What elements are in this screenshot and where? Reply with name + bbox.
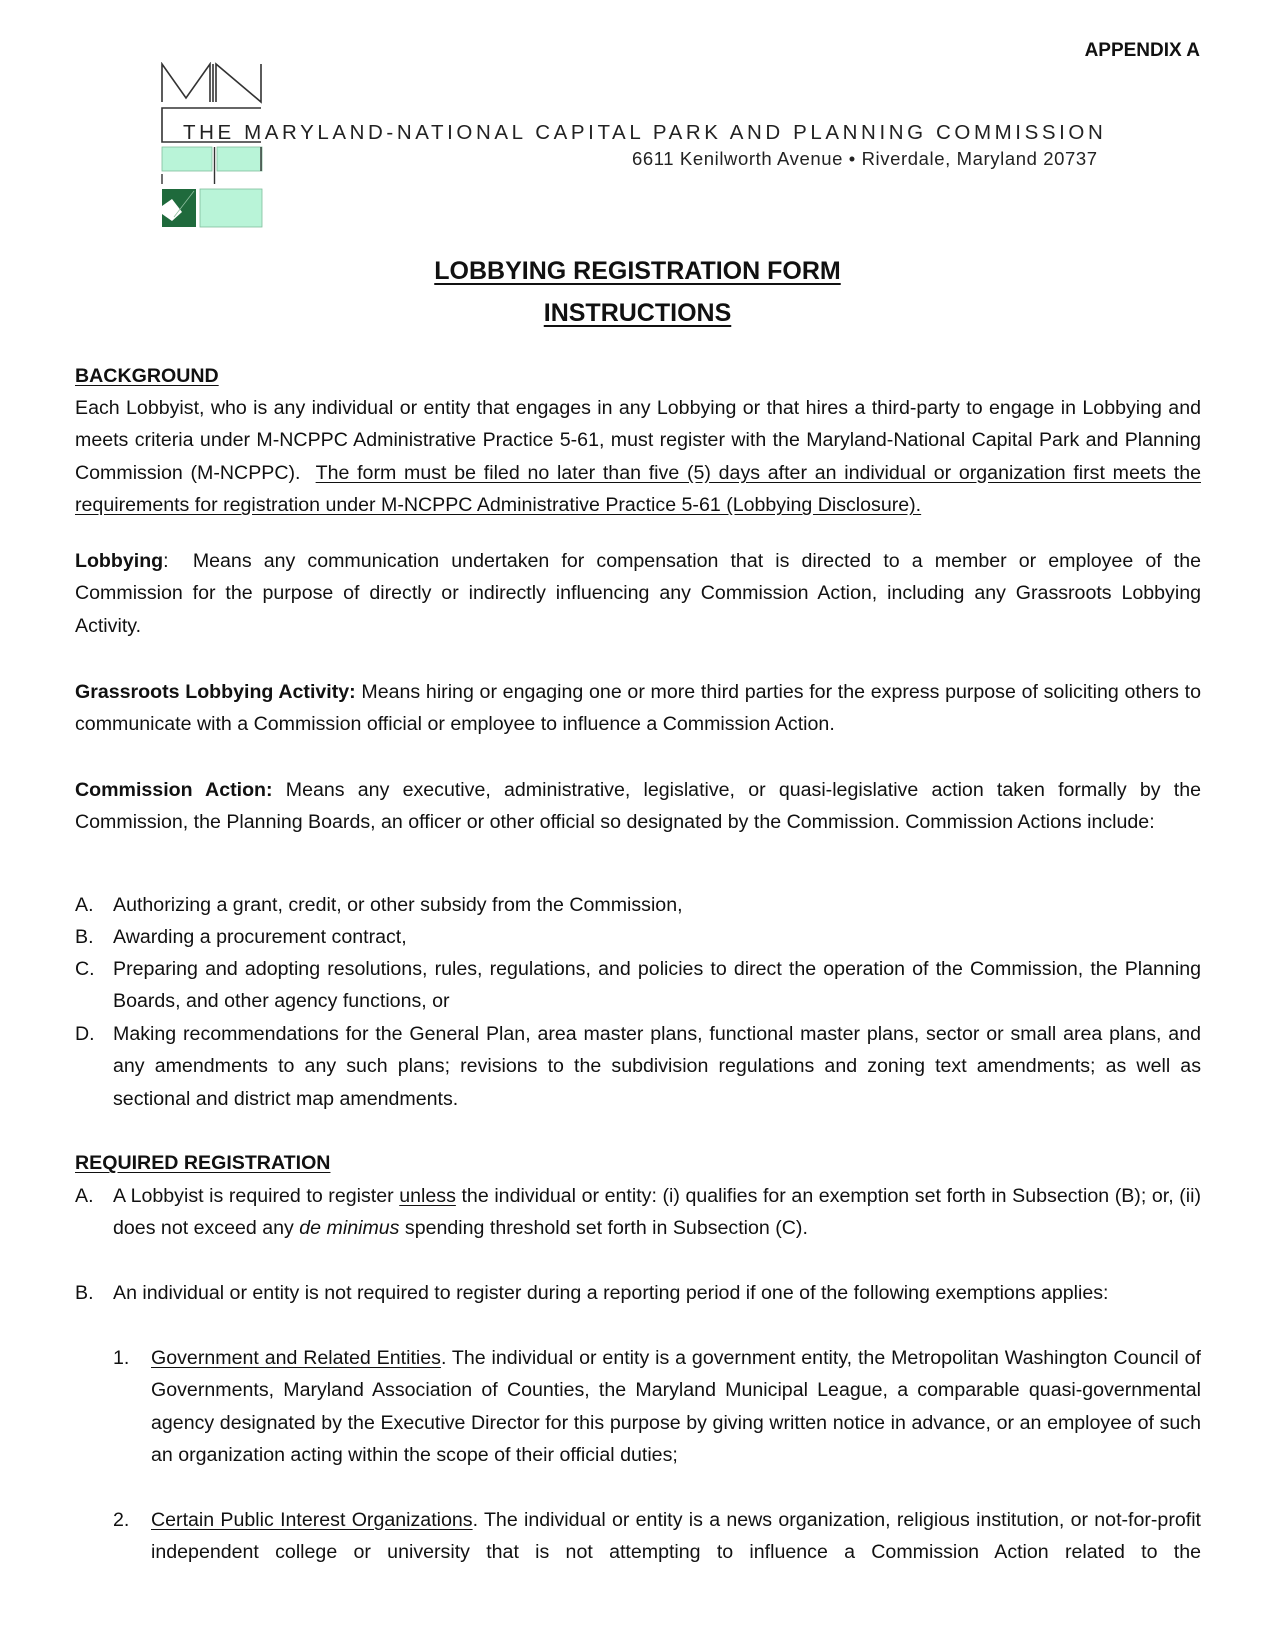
definition-text: Means any communication undertaken for compensation that is directed to a member or employee of the Commission for the purpose of directly or indirectly influencing any Commission Action, including any Grassroots Lobbying Activity.: [75, 550, 1201, 637]
definition-text: Means any executive, administrative, legislative, or quasi-legislative action taken formally by the Commission, the Planning Boards, an officer or other official so designated by the Commission. Commission Actions include:: [75, 779, 1201, 834]
definition-term: Lobbying: [75, 550, 164, 572]
exemption-title: Government and Related Entities: [151, 1347, 441, 1369]
definition-commission-action: [75, 774, 1201, 839]
list-text: Awarding a procurement contract,: [113, 926, 407, 948]
list-item: [75, 921, 1201, 953]
filing-deadline-text: The form must be filed no later than five (5) days after an individual or organization first meets the requirements for registration under M-NCPPC Administrative Practice 5-61 (Lobbying Disclosure).: [75, 461, 1201, 517]
list-item: [75, 1277, 1201, 1309]
list-text: Preparing and adopting resolutions, rules, regulations, and policies to direct the operation of the Commission, the Planning Boards, and other agency functions, or: [113, 958, 1201, 1013]
org-name: THE MARYLAND-NATIONAL CAPITAL PARK AND PLANNING COMMISSION: [183, 121, 1107, 144]
mncppc-logo-icon: [160, 62, 278, 240]
page-title: LOBBYING REGISTRATION FORM: [434, 257, 841, 285]
list-marker: 1.: [113, 1347, 130, 1369]
list-item: [75, 1018, 1201, 1115]
definition-term: Commission Action:: [75, 779, 273, 801]
page-subtitle: INSTRUCTIONS: [543, 299, 732, 327]
list-text: Making recommendations for the General Plan, area master plans, functional master plans, sector or small area plans, and any amendments to any such plans; revisions to the subdivision regulations and zoning text amendments; as well as sectional and district map amendments.: [113, 1023, 1201, 1110]
definition-lobbying: Lobbying: Means any communication undertaken for compensation that is directed to a member or employee of the Commission for the purpose of directly or indirectly influencing any Commission Action, including any Grassroots Lobbying Activity.: [75, 550, 1201, 637]
appendix-label: APPENDIX A: [1084, 40, 1200, 61]
list-marker: A.: [75, 1185, 94, 1207]
list-text: A Lobbyist is required to register unless the individual or entity: (i) qualifies for an exemption set forth in Subsection (B); or, (ii) does not exceed any de minimus spending threshold set forth in Subsection (C).: [113, 1185, 1202, 1240]
definition-text: Means hiring or engaging one or more third parties for the express purpose of soliciting others to communicate with a Commission official or employee to influence a Commission Action.: [75, 681, 1201, 736]
list-text: Certain Public Interest Organizations. The individual or entity is a news organization, religious institution, or not-for-profit independent college or university that is not attempting to influence a Commission Action related to the: [151, 1509, 1201, 1564]
list-marker: D.: [75, 1023, 95, 1045]
list-item: [75, 953, 1201, 1018]
list-marker: A.: [75, 894, 94, 916]
definition-term: Grassroots Lobbying Activity:: [75, 681, 356, 703]
org-address: 6611 Kenilworth Avenue • Riverdale, Maryland 20737: [632, 148, 1098, 169]
list-marker: C.: [75, 958, 95, 980]
list-marker: B.: [75, 926, 94, 948]
exemption-item: [113, 1342, 1201, 1472]
list-item: [75, 1180, 1201, 1245]
list-item: [75, 889, 1201, 921]
required-registration-heading: REQUIRED REGISTRATION: [75, 1152, 331, 1174]
exemption-title: Certain Public Interest Organizations: [151, 1509, 473, 1531]
background-heading: BACKGROUND: [75, 365, 219, 387]
list-text: Authorizing a grant, credit, or other subsidy from the Commission,: [113, 894, 683, 916]
list-text: Government and Related Entities. The individual or entity is a government entity, the Metropolitan Washington Council of Governments, Maryland Association of Counties, the Maryland Municipal League, a comparable quasi-governmental agency designated by the Executive Director for this purpose by giving written notice in advance, or an employee of such an organization acting within the scope of their official duties;: [151, 1347, 1201, 1467]
list-marker: B.: [75, 1282, 94, 1304]
list-text: An individual or entity is not required to register during a reporting period if one of the following exemptions applies:: [113, 1282, 1109, 1304]
definition-grassroots: [75, 676, 1201, 741]
background-text: Each Lobbyist, who is any individual or entity that engages in any Lobbying or that hires a third-party to engage in Lobbying and meets criteria under M-NCPPC Administrative Practice 5-61, must register with the Maryland-National Capital Park and Planning Commission (M-NCPPC).: [75, 397, 1201, 484]
background-paragraph: [75, 392, 1201, 522]
list-marker: 2.: [113, 1509, 130, 1531]
exemption-item: [113, 1504, 1201, 1601]
